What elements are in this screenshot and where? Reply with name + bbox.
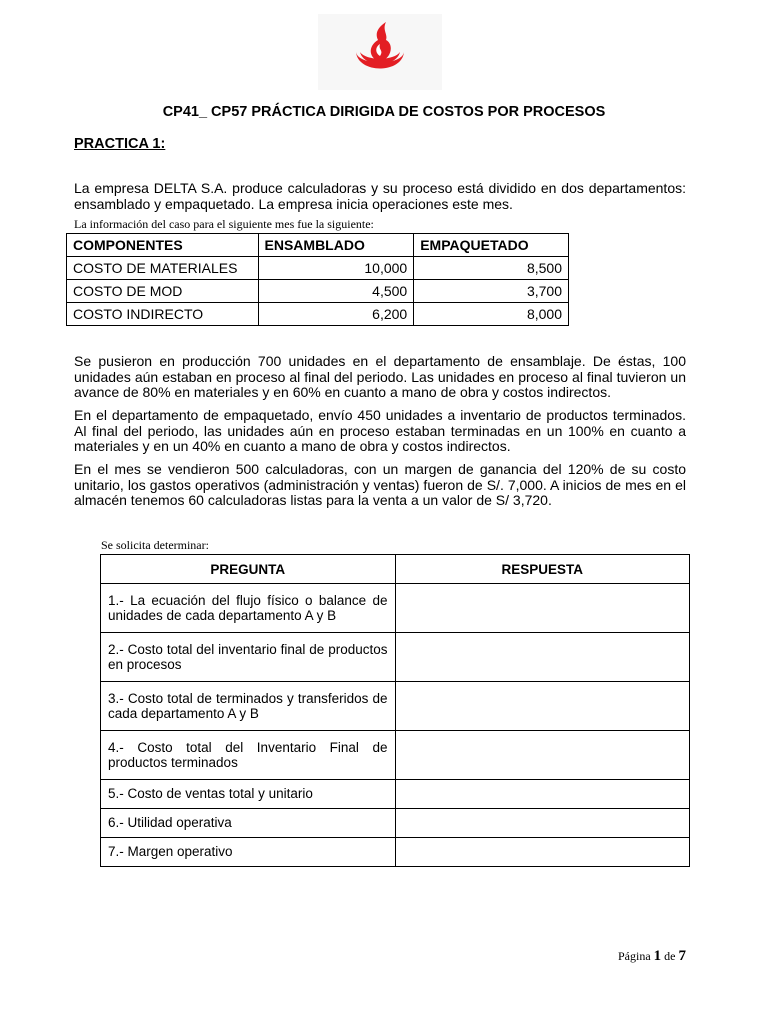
header-respuesta: RESPUESTA — [395, 555, 690, 584]
header-componentes: COMPONENTES — [67, 234, 259, 257]
page-total: 7 — [678, 948, 686, 964]
ensamblado-value: 6,200 — [258, 303, 414, 326]
question-cell: 4.- Costo total del Inventario Final de productos terminados — [101, 731, 396, 780]
question-cell: 2.- Costo total del inventario final de productos en procesos — [101, 633, 396, 682]
paragraph-packaging: En el departamento de empaquetado, envío 450 unidades a inventario de productos terminados. Al final del periodo, las unidades aún en proceso estaban terminadas en un 100% en cuanto a materiales y en un 40% en cuanto a mano de obra y costos indirectos. — [74, 407, 686, 454]
table-row — [101, 633, 690, 682]
table-row — [101, 682, 690, 731]
row-label: COSTO DE MATERIALES — [67, 257, 259, 280]
page-number: 1 — [653, 948, 662, 964]
table-row — [67, 303, 569, 326]
questions-table-header — [101, 555, 690, 584]
document-title: CP41_ CP57 PRÁCTICA DIRIGIDA DE COSTOS POR PROCESOS — [162, 104, 606, 120]
table-row — [101, 731, 690, 780]
question-cell: 5.- Costo de ventas total y unitario — [101, 780, 396, 809]
page-footer — [618, 948, 686, 965]
table-note: La información del caso para el siguiente mes fue la siguiente: — [74, 217, 374, 231]
of-word: de — [664, 949, 676, 963]
questions-table — [100, 554, 690, 867]
university-logo — [318, 14, 442, 90]
empaquetado-value: 3,700 — [414, 280, 569, 303]
answer-cell[interactable] — [395, 838, 690, 867]
row-label: COSTO INDIRECTO — [67, 303, 259, 326]
table-row — [67, 280, 569, 303]
answer-cell[interactable] — [395, 682, 690, 731]
answer-cell[interactable] — [395, 731, 690, 780]
table-row — [67, 257, 569, 280]
header-pregunta: PREGUNTA — [101, 555, 396, 584]
table-row — [101, 780, 690, 809]
answer-cell[interactable] — [395, 633, 690, 682]
cost-table — [66, 233, 569, 326]
ensamblado-value: 10,000 — [258, 257, 414, 280]
paragraph-sales: En el mes se vendieron 500 calculadoras, con un margen de ganancia del 120% de su costo unitario, los gastos operativos (administración y ventas) fueron de S/. 7,000. A inicios de mes en el almacén tenemos 60 calculadoras listas para la venta a un valor de S/ 3,720. — [74, 461, 686, 508]
ensamblado-value: 4,500 — [258, 280, 414, 303]
answer-cell[interactable] — [395, 780, 690, 809]
empaquetado-value: 8,500 — [414, 257, 569, 280]
table-row — [101, 838, 690, 867]
table-row — [101, 809, 690, 838]
header-ensamblado: ENSAMBLADO — [258, 234, 414, 257]
header-empaquetado: EMPAQUETADO — [414, 234, 569, 257]
page-word: Página — [618, 949, 651, 963]
practice-heading: PRACTICA 1: — [74, 136, 166, 152]
paragraph-production: Se pusieron en producción 700 unidades en el departamento de ensamblaje. De éstas, 100 unidades aún estaban en proceso al final del periodo. Las unidades en proceso al final tuvieron un avance de 80% en materiales y en 60% en cuanto a mano de obra y costos indirectos. — [74, 353, 686, 400]
question-cell: 1.- La ecuación del flujo físico o balance de unidades de cada departamento A y B — [101, 584, 396, 633]
question-cell: 3.- Costo total de terminados y transferidos de cada departamento A y B — [101, 682, 396, 731]
empaquetado-value: 8,000 — [414, 303, 569, 326]
answer-cell[interactable] — [395, 584, 690, 633]
cost-table-header — [67, 234, 569, 257]
request-note: Se solicita determinar: — [101, 538, 209, 552]
row-label: COSTO DE MOD — [67, 280, 259, 303]
question-cell: 6.- Utilidad operativa — [101, 809, 396, 838]
question-cell: 7.- Margen operativo — [101, 838, 396, 867]
answer-cell[interactable] — [395, 809, 690, 838]
table-row — [101, 584, 690, 633]
intro-paragraph: La empresa DELTA S.A. produce calculadoras y su proceso está dividido en dos departamentos: ensamblado y empaquetado. La empresa inicia operaciones este mes. — [74, 180, 686, 212]
